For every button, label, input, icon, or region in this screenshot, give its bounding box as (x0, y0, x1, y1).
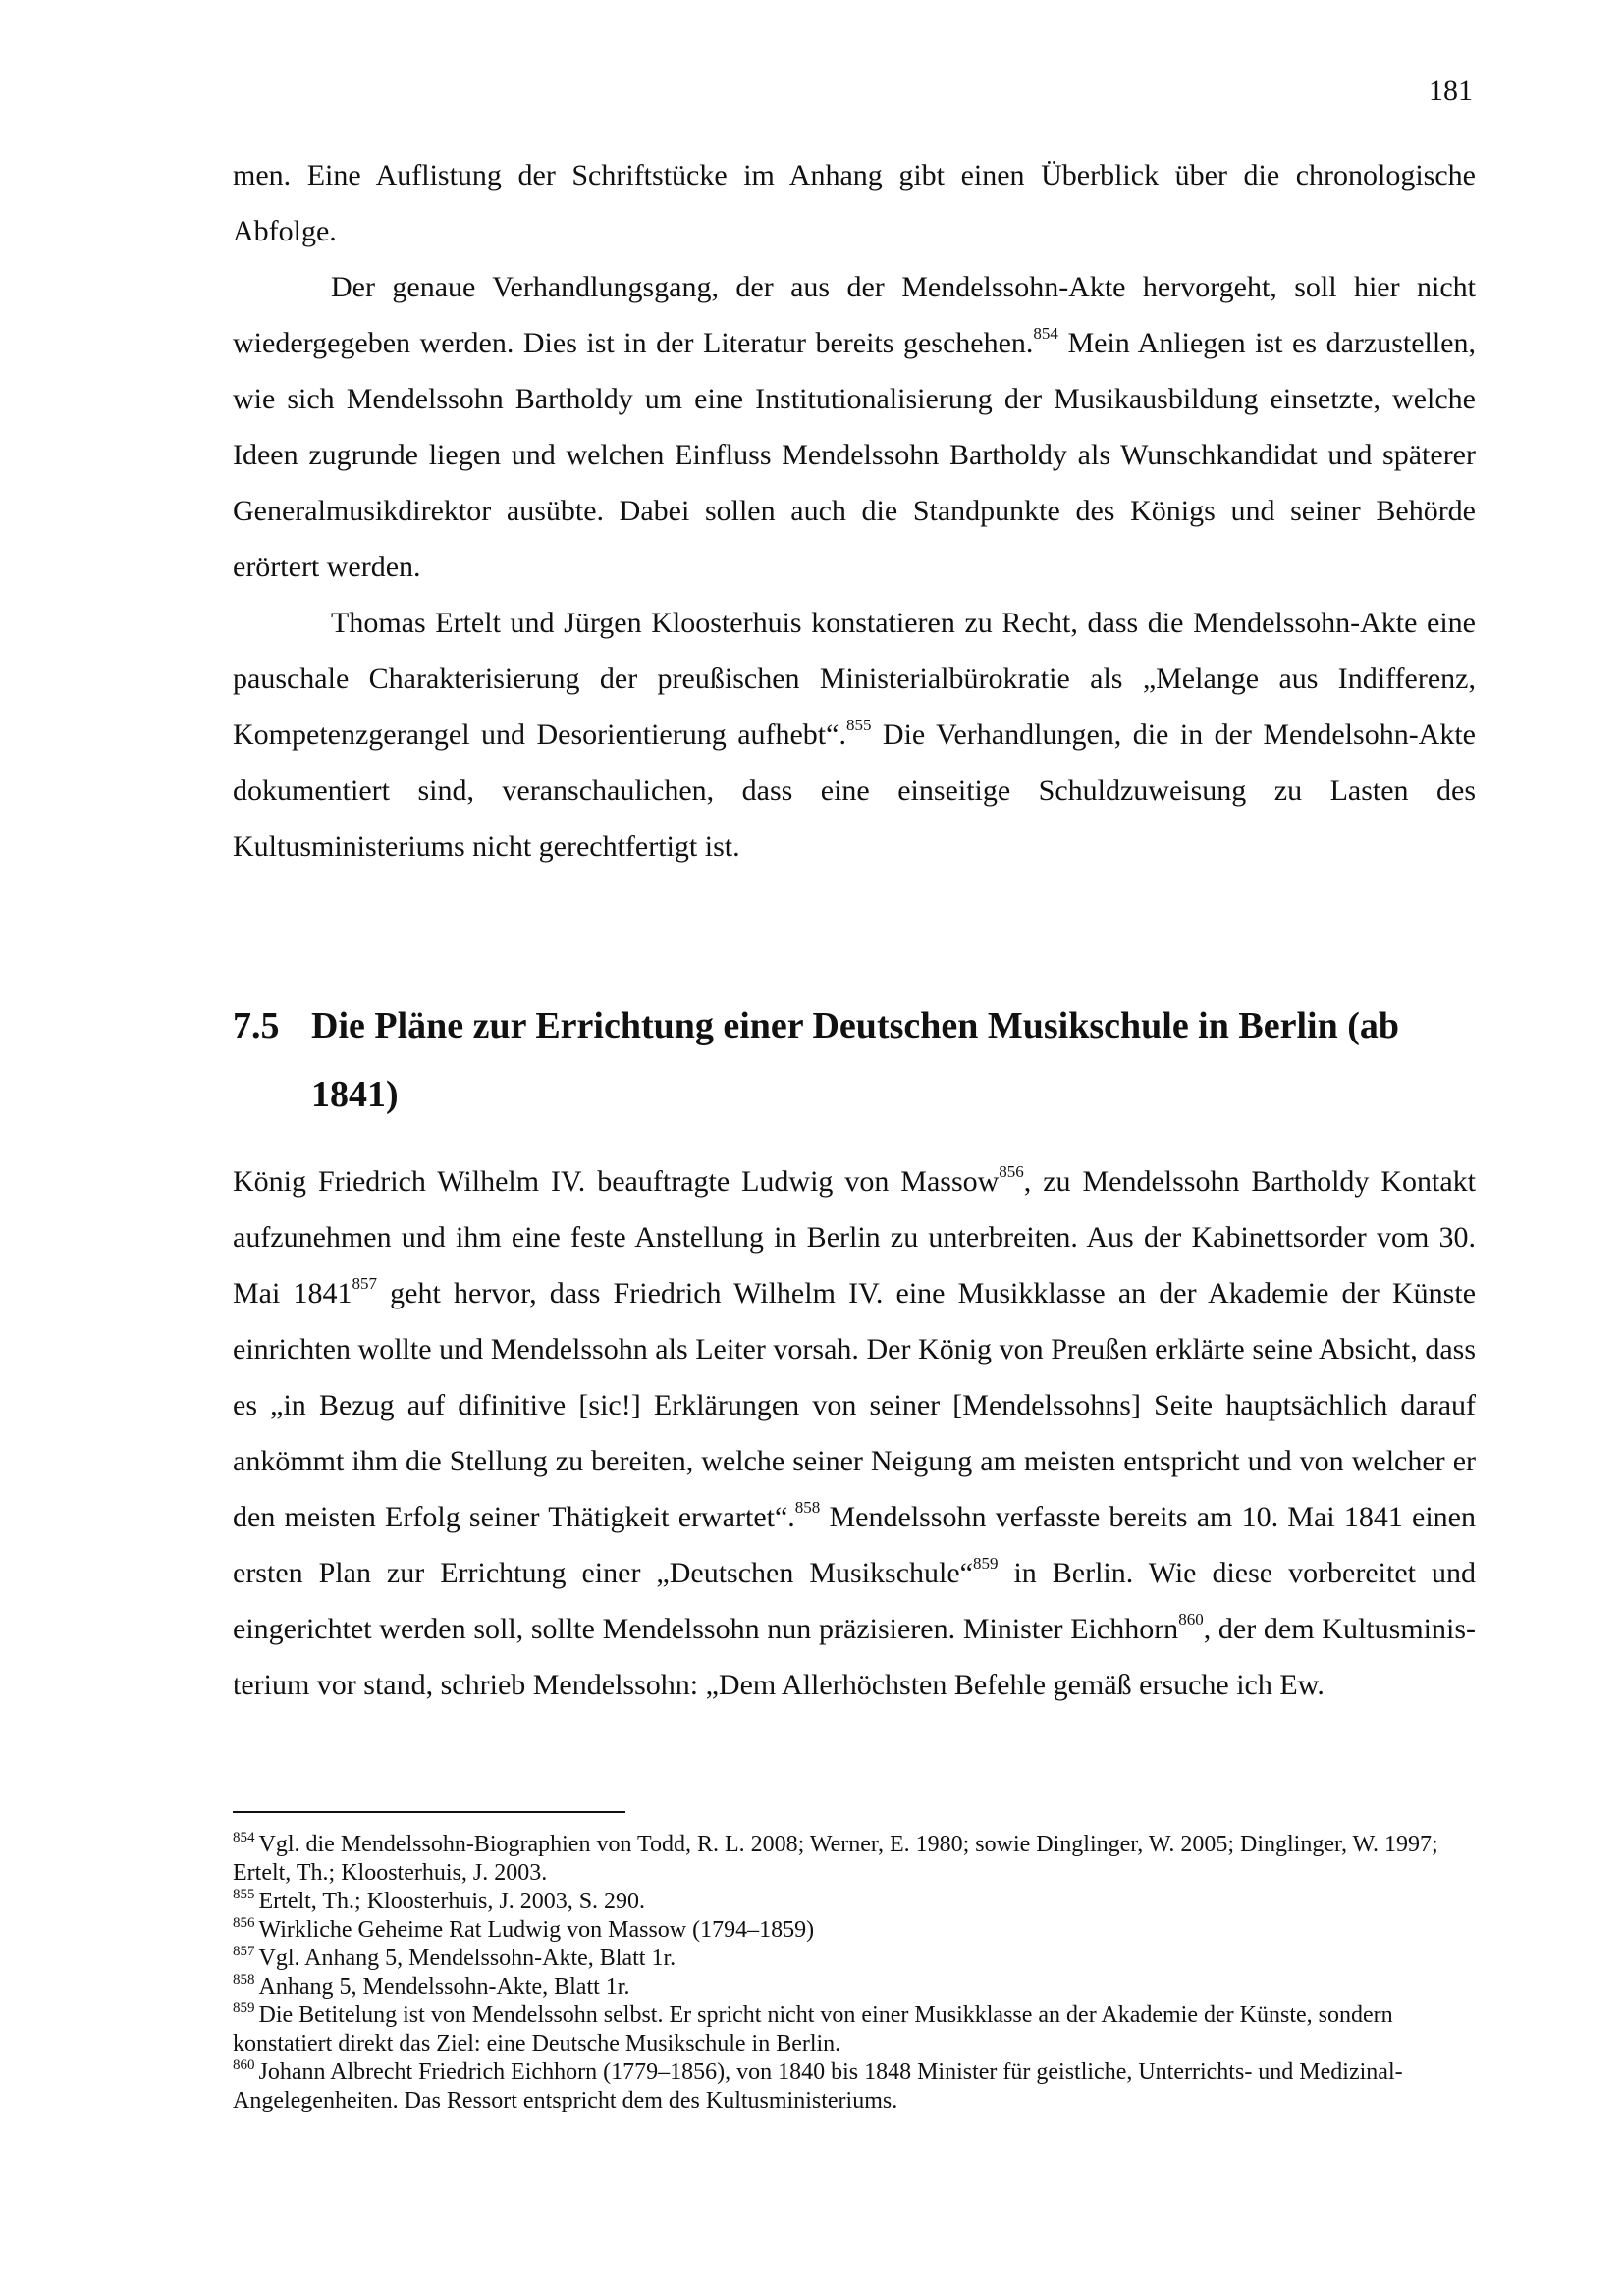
section-number: 7.5 (233, 1005, 280, 1046)
footnote (233, 2058, 1476, 2115)
footnote-ref[interactable]: 857 (352, 1274, 377, 1293)
footnote-ref[interactable]: 854 (1033, 324, 1058, 343)
footnote-text: Anhang 5, Mendelssohn-Akte, Blatt 1r. (258, 1974, 630, 2000)
footnote-ref[interactable]: 859 (972, 1554, 999, 1573)
paragraph-text: , zu Mendelssohn Bartholdy Kontakt aufzunehmen und ihm eine feste Anstellung in Berlin zu unterbreiten. Aus der Kabinettsorder vom 30. Mai 1841 (233, 1165, 1476, 1309)
body-text-top (233, 147, 1476, 875)
footnote-divider (233, 1811, 625, 1813)
paragraph-text: Die Verhandlungen, die in der Mendelsohn-Akte dokumentiert sind, veranschaulichen, dass eine einseitige Schuldzuweisung zu Lasten des Kultusministeriums nicht gerechtfertigt ist. (233, 719, 1476, 863)
footnote-number: 856 (233, 1915, 255, 1931)
footnote-text: Ertelt, Th.; Kloosterhuis, J. 2003, S. 290. (258, 1889, 646, 1914)
footnote-number: 858 (233, 1972, 255, 1988)
paragraph-text: , der dem Kultusministerium vor stand, schrieb Mendelssohn: „Dem Allerhöchsten Befehle gemäß ersuche ich Ew. (233, 1613, 1476, 1701)
footnote-ref[interactable]: 860 (1178, 1610, 1204, 1629)
footnote-number: 855 (233, 1887, 255, 1902)
footnote (233, 1916, 1476, 1945)
footnote-number: 854 (233, 1830, 255, 1845)
footnote (233, 2002, 1476, 2058)
footnote-ref[interactable]: 858 (794, 1498, 821, 1517)
footnote-text: Vgl. Anhang 5, Mendelssohn-Akte, Blatt 1r. (258, 1946, 676, 1971)
paragraph-text: geht hervor, dass Friedrich Wilhelm IV. eine Musikklasse an der Akademie der Künste einrichten wollte und Mendelssohn als Leiter vorsah. Der König von Preußen erklärte seine Absicht, dass es „in Bezug auf difinitive [sic!] Erklärungen von seiner [Mendelssohns] Seite hauptsächlich darauf ankömmt ihm die Stellung zu bereiten, welche seiner Neigung am meisten entspricht und von welcher er den meisten Erfolg seiner Thätigkeit erwartet“. (233, 1277, 1477, 1533)
footnote (233, 1831, 1476, 1888)
footnote (233, 1973, 1476, 2002)
footnote-ref[interactable]: 855 (845, 716, 872, 734)
section-heading (233, 991, 1476, 1129)
paragraph-text: Mendelssohn verfasste bereits am 10. Mai 1841 einen ersten Plan zur Errichtung einer „Deutschen Musikschule“ (233, 1501, 1476, 1589)
footnote-number: 857 (233, 1944, 255, 1959)
footnote-text: Vgl. die Mendelssohn-Biographien von Todd, R. L. 2008; Werner, E. 1980; sowie Dinglinger, W. 2005; Dinglinger, W. 1997; Ertelt, Th.; Kloosterhuis, J. 2003. (233, 1832, 1438, 1886)
paragraph-text: König Friedrich Wilhelm IV. beauftragte Ludwig von Massow (233, 1165, 1000, 1198)
footnotes (233, 1831, 1476, 2115)
footnote-ref[interactable]: 856 (999, 1162, 1024, 1181)
paragraph (233, 259, 1476, 595)
footnote (233, 1945, 1476, 1973)
paragraph-text: Der genaue Verhandlungsgang, der aus der Mendelssohn-Akte hervorgeht, soll hier nicht wiedergegeben werden. Dies ist in der Literatur bereits geschehen. (233, 271, 1476, 359)
footnote-text: Johann Albrecht Friedrich Eichhorn (1779–1856), von 1840 bis 1848 Minister für geistliche, Unterrichts- und Medizinal-Angelegenheiten. Das Ressort entspricht dem des Kultusministeriums. (233, 2059, 1403, 2113)
paragraph-text: Mein Anliegen ist es darzustellen, wie sich Mendelssohn Bartholdy um eine Institutionalisierung der Musikausbildung einsetzte, welche Ideen zugrunde liegen und welchen Einfluss Mendelssohn Bartholdy als Wunschkandidat und späterer Generalmusikdirektor ausübte. Dabei sollen auch die Standpunkte des Königs und seiner Behörde erörtert werden. (233, 327, 1476, 583)
paragraph-text: Thomas Ertelt und Jürgen Kloosterhuis konstatieren zu Recht, dass die Mendelssohn-Akte eine pauschale Charakterisierung der preußischen Ministerialbürokratie als „Melange aus Indifferenz, Kompetenzgerangel und Desorientierung aufhebt“. (233, 607, 1476, 751)
page-number: 181 (1429, 75, 1473, 107)
paragraph: men. Eine Auflistung der Schriftstücke im Anhang gibt einen Überblick über die chronologische Abfolge. (233, 159, 1476, 247)
section-title: Die Pläne zur Errichtung einer Deutschen Musikschule in Berlin (ab 1841) (311, 1005, 1399, 1115)
paragraph-text: in Berlin. Wie diese vorbereitet und eingerichtet werden soll, sollte Mendelssohn nun präzisieren. Minister Eichhorn (233, 1557, 1476, 1645)
footnote-text: Die Betitelung ist von Mendelssohn selbst. Er spricht nicht von einer Musikklasse an der Akademie der Künste, sondern konstatiert direkt das Ziel: eine Deutsche Musikschule in Berlin. (233, 2002, 1393, 2056)
footnote (233, 1888, 1476, 1916)
footnote-number: 859 (233, 2001, 255, 2016)
footnote-number: 860 (233, 2057, 255, 2073)
body-text-bottom (233, 1153, 1476, 1713)
footnote-text: Wirkliche Geheime Rat Ludwig von Massow (1794–1859) (258, 1917, 815, 1943)
paragraph (233, 595, 1476, 875)
paragraph (233, 1153, 1476, 1713)
